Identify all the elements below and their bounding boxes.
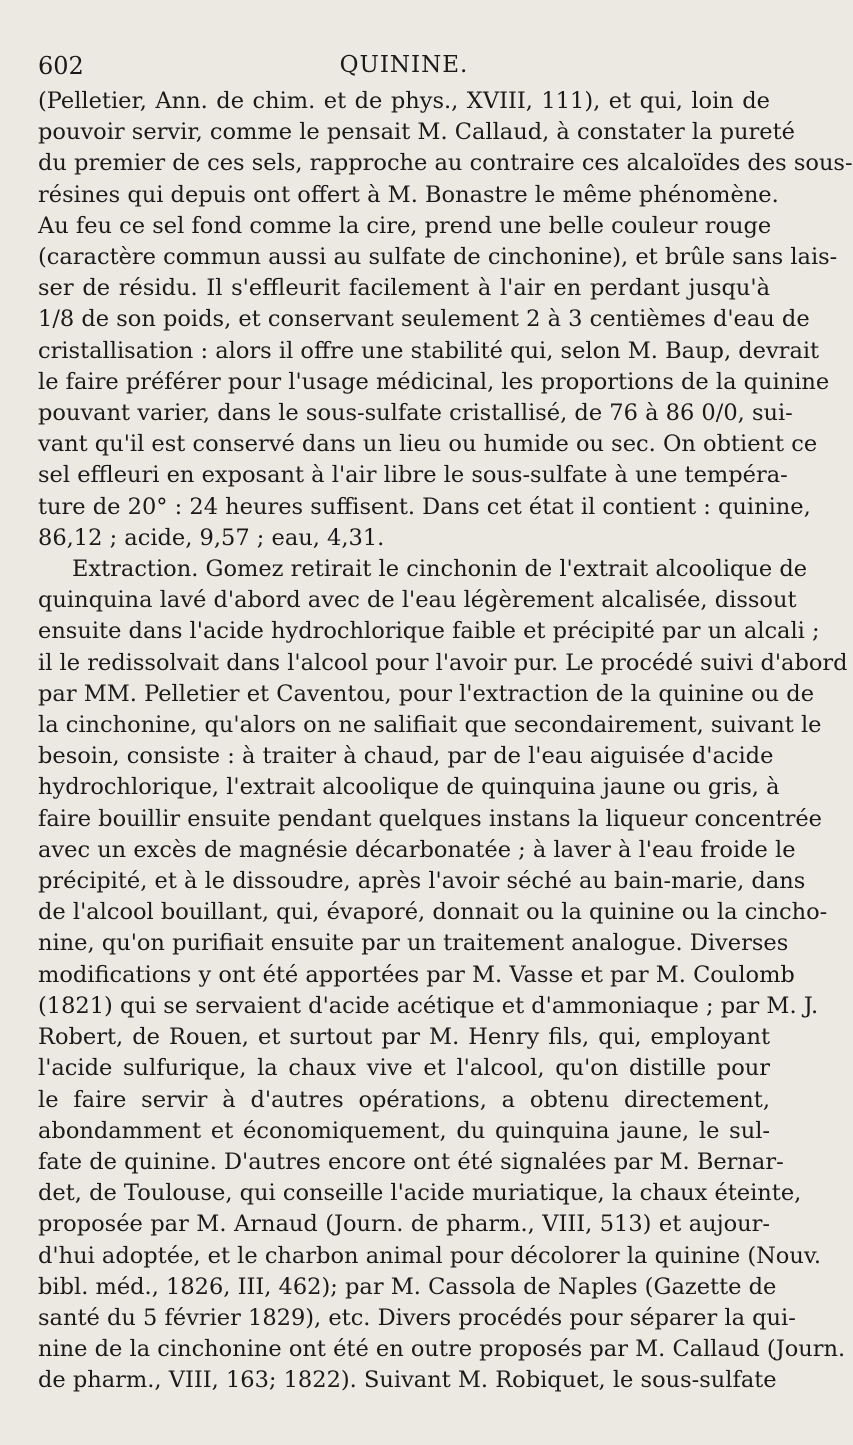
text-line: du premier de ces sels, rapproche au contraire ces alcaloïdes des sous- — [38, 150, 853, 177]
text-line: quinquina lavé d'abord avec de l'eau légèrement alcalisée, dissout — [38, 587, 797, 614]
text-line: cristallisation : alors il offre une stabilité qui, selon M. Baup, devrait — [38, 337, 820, 364]
text-line: Extraction. Gomez retirait le cinchonin de l'extrait alcoolique de — [72, 556, 808, 583]
text-line: sel effleuri en exposant à l'air libre le sous-sulfate à une tempéra- — [38, 462, 788, 489]
text-line: la cinchonine, qu'alors on ne salifiait que secondairement, suivant le — [38, 712, 822, 739]
text-line: pouvoir servir, comme le pensait M. Callaud, à constater la pureté — [38, 119, 795, 146]
text-line: pouvant varier, dans le sous-sulfate cristallisé, de 76 à 86 0/0, sui- — [38, 400, 793, 427]
text-line: det, de Toulouse, qui conseille l'acide muriatique, la chaux éteinte, — [38, 1180, 802, 1207]
text-line: santé du 5 février 1829), etc. Divers procédés pour séparer la qui- — [38, 1304, 796, 1331]
text-line: abondamment et économiquement, du quinquina jaune, le sul- — [38, 1117, 770, 1144]
body-text — [38, 86, 853, 1397]
text-line: de l'alcool bouillant, qui, évaporé, donnait ou la quinine ou la cincho- — [38, 899, 828, 926]
text-line: hydrochlorique, l'extrait alcoolique de quinquina jaune ou gris, à — [38, 774, 780, 801]
text-line: besoin, consiste : à traiter à chaud, par de l'eau aiguisée d'acide — [38, 743, 774, 770]
text-line: il le redissolvait dans l'alcool pour l'avoir pur. Le procédé suivi d'abord — [38, 649, 848, 676]
text-line: proposée par M. Arnaud (Journ. de pharm., VIII, 513) et aujour- — [38, 1211, 770, 1238]
text-line: bibl. méd., 1826, III, 462); par M. Cassola de Naples (Gazette de — [38, 1273, 777, 1300]
text-line: ture de 20° : 24 heures suffisent. Dans cet état il contient : quinine, — [38, 493, 811, 520]
text-line: le faire préférer pour l'usage médicinal, les proportions de la quinine — [38, 368, 830, 395]
text-line: Au feu ce sel fond comme la cire, prend une belle couleur rouge — [38, 212, 772, 239]
text-line: résines qui depuis ont offert à M. Bonastre le même phénomène. — [38, 181, 779, 208]
text-line: faire bouillir ensuite pendant quelques instans la liqueur concentrée — [38, 805, 822, 832]
page-header — [38, 46, 770, 86]
paragraph-2 — [38, 554, 848, 1396]
text-line: l'acide sulfurique, la chaux vive et l'alcool, qu'on distille pour — [38, 1055, 770, 1082]
text-line: modifications y ont été apportées par M. Vasse et par M. Coulomb — [38, 961, 795, 988]
page-number: 602 — [38, 52, 84, 80]
text-line: 86,12 ; acide, 9,57 ; eau, 4,31. — [38, 524, 385, 551]
text-line: d'hui adoptée, et le charbon animal pour décolorer la quinine (Nouv. — [38, 1242, 822, 1269]
text-line: par MM. Pelletier et Caventou, pour l'extraction de la quinine ou de — [38, 680, 815, 707]
text-line: précipité, et à le dissoudre, après l'avoir séché au bain-marie, dans — [38, 868, 806, 895]
paragraph-1 — [38, 86, 853, 554]
text-line: fate de quinine. D'autres encore ont été signalées par M. Bernar- — [38, 1148, 784, 1175]
text-line: Robert, de Rouen, et surtout par M. Henry fils, qui, employant — [38, 1024, 770, 1051]
text-line: (caractère commun aussi au sulfate de cinchonine), et brûle sans lais- — [38, 244, 838, 271]
running-title: QUININE. — [339, 52, 469, 78]
text-line: ser de résidu. Il s'effleurit facilement à l'air en perdant jusqu'à — [38, 275, 770, 302]
text-line: de pharm., VIII, 163; 1822). Suivant M. Robiquet, le sous-sulfate — [38, 1367, 777, 1394]
text-line: 1/8 de son poids, et conservant seulement 2 à 3 centièmes d'eau de — [38, 306, 810, 333]
text-line: (1821) qui se servaient d'acide acétique et d'ammoniaque ; par M. J. — [38, 992, 819, 1019]
text-line: avec un excès de magnésie décarbonatée ; à laver à l'eau froide le — [38, 836, 796, 863]
text-line: nine de la cinchonine ont été en outre proposés par M. Callaud (Journ. — [38, 1336, 846, 1363]
text-line: (Pelletier, Ann. de chim. et de phys., XVIII, 111), et qui, loin de — [38, 88, 770, 114]
text-line: vant qu'il est conservé dans un lieu ou humide ou sec. On obtient ce — [38, 431, 818, 458]
text-line: le faire servir à d'autres opérations, a obtenu directement, — [38, 1086, 770, 1113]
text-line: ensuite dans l'acide hydrochlorique faible et précipité par un alcali ; — [38, 618, 820, 645]
text-line: nine, qu'on purifiait ensuite par un traitement analogue. Diverses — [38, 930, 789, 957]
